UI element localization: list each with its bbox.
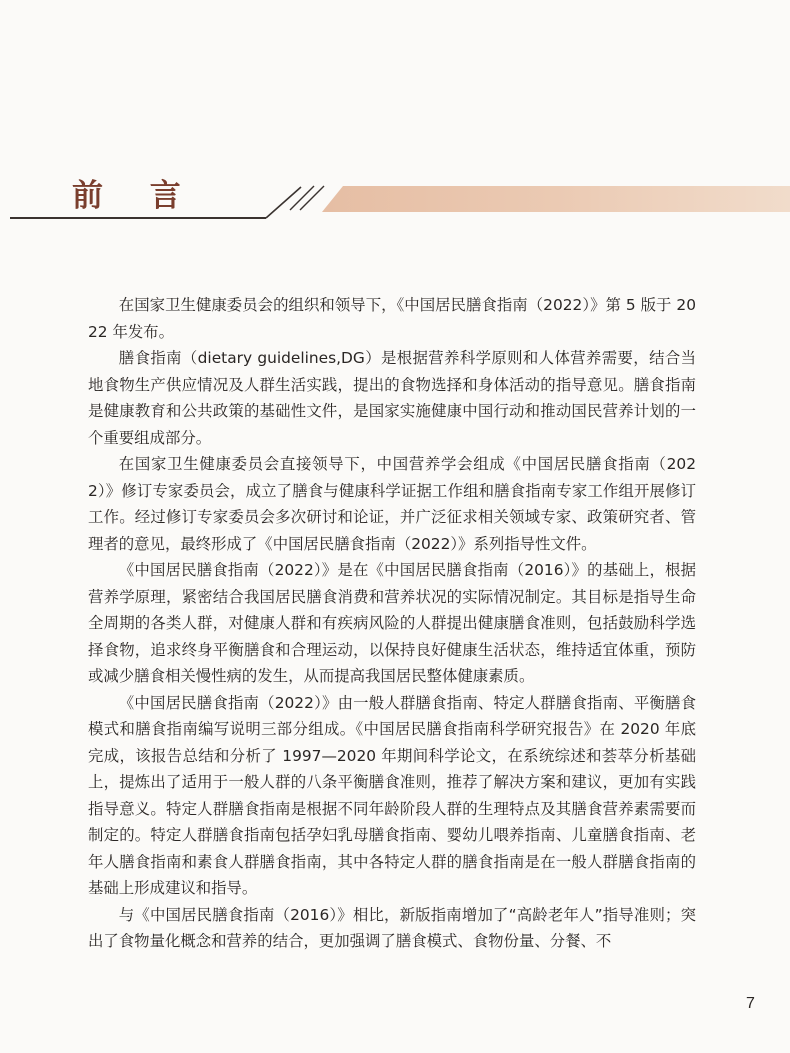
paragraph: 在国家卫生健康委员会的组织和领导下，《中国居民膳食指南（2022）》第 5 版于 2022 年发布。 xyxy=(88,296,696,341)
header-color-band xyxy=(322,186,790,212)
paragraph: 在国家卫生健康委员会直接领导下，中国营养学会组成《中国居民膳食指南（2022）》修订专家委员会，成立了膳食与健康科学证据工作组和膳食指南专家工作组开展修订工作。经过修订专家委员会多次研讨和论证，并广泛征求相关领域专家、政策研究者、管理者的意见，最终形成了《中国居民膳食指南（2022）》系列指导性文件。 xyxy=(88,455,696,553)
slash-mark-2 xyxy=(290,186,314,210)
paragraph: 《中国居民膳食指南（2022）》是在《中国居民膳食指南（2016）》的基础上，根据营养学原理，紧密结合我国居民膳食消费和营养状况的实际情况制定。其目标是指导生命全周期的各类人群，对健康人群和有疾病风险的人群提出健康膳食准则，包括鼓励科学选择食物，追求终身平衡膳食和合理运动，以保持良好健康生活状态，维持适宜体重，预防或减少膳食相关慢性病的发生，从而提高我国居民整体健康素质。 xyxy=(88,561,696,685)
section-header xyxy=(0,150,790,230)
paragraph: 《中国居民膳食指南（2022）》由一般人群膳食指南、特定人群膳食指南、平衡膳食模式和膳食指南编写说明三部分组成。《中国居民膳食指南科学研究报告》在 2020 年底完成，该报告总结和分析了 1997—2020 年期间科学论文，在系统综述和荟萃分析基础上，提炼出了适用于一般人群的八条平衡膳食准则，推荐了解决方案和建议，更加有实践指导意义。特定人群膳食指南是根据不同年龄阶段人群的生理特点及其膳食营养素需要而制定的。特定人群膳食指南包括孕妇乳母膳食指南、婴幼儿喂养指南、儿童膳食指南、老年人膳食指南和素食人群膳食指南，其中各特定人群的膳食指南是在一般人群膳食指南的基础上形成建议和指导。 xyxy=(88,693,696,897)
preface-body xyxy=(88,292,696,955)
page-title: 前 言 xyxy=(72,178,199,214)
paragraph: 膳食指南（dietary guidelines,DG）是根据营养科学原则和人体营养需要，结合当地食物生产供应情况及人群生活实践，提出的食物选择和身体活动的指导意见。膳食指南是健康教育和公共政策的基础性文件，是国家实施健康中国行动和推动国民营养计划的一个重要组成部分。 xyxy=(88,349,696,447)
page-number: 7 xyxy=(746,995,755,1012)
slash-mark-3 xyxy=(300,186,324,210)
slash-mark-1 xyxy=(266,187,301,218)
paragraph: 与《中国居民膳食指南（2016）》相比，新版指南增加了“高龄老年人”指导准则；突出了食物量化概念和营养的结合，更加强调了膳食模式、食物份量、分餐、不 xyxy=(88,905,696,950)
